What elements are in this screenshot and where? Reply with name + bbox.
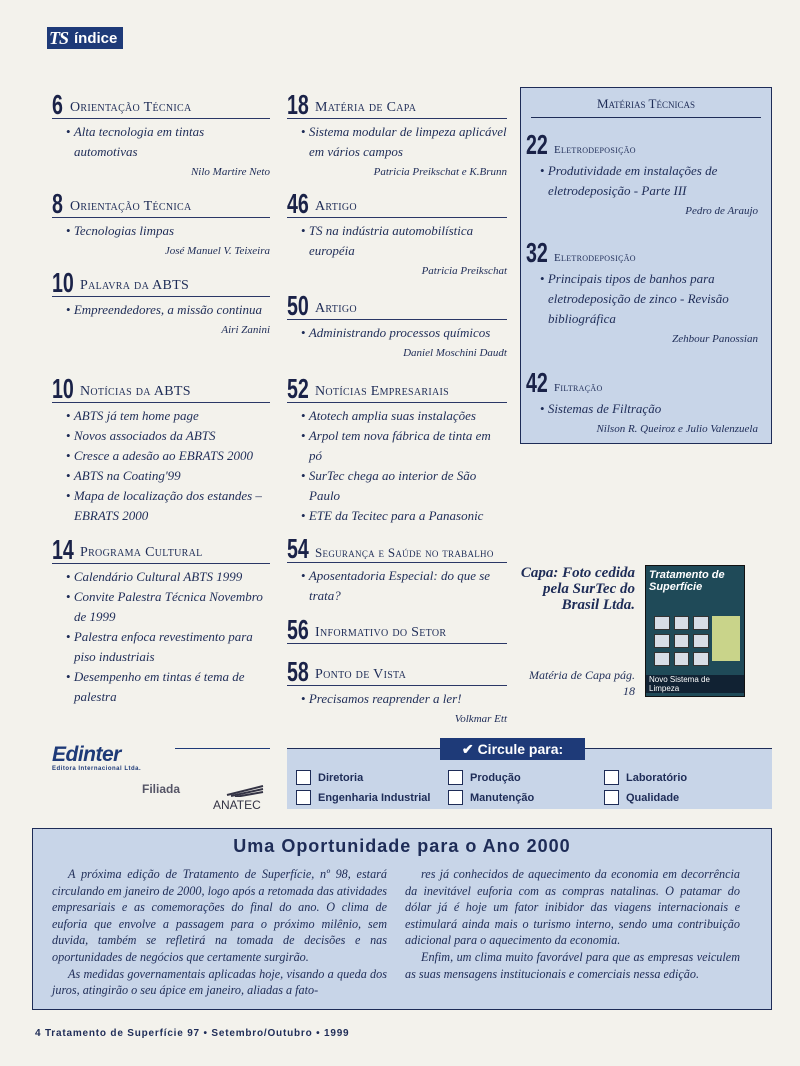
page-number: 42 (526, 367, 548, 398)
author-name: Airi Zanini (221, 324, 270, 336)
article-title: • TS na indústria automobilística européia (287, 221, 507, 261)
toc-entry-header (52, 187, 270, 218)
checkbox-label: Laboratório (626, 771, 688, 784)
toc-entry-header (287, 655, 507, 686)
section-category: Notícias Empresariais (315, 384, 450, 399)
author-name: Volkmar Ett (454, 713, 507, 725)
article-title: • Alta tecnologia em tintas automotivas (52, 122, 270, 162)
ts-logo: TS (49, 27, 69, 48)
page-number: 46 (287, 188, 309, 219)
author-name: Nilson R. Queiroz e Julio Valenzuela (596, 423, 758, 435)
edinter-subtitle: Editora Internacional Ltda. (52, 766, 142, 772)
toc-entry-header (52, 88, 270, 119)
box-title: Matérias Técnicas (531, 96, 761, 118)
toc-entry (287, 187, 507, 279)
divider (175, 748, 270, 749)
toc-entry-header (526, 366, 758, 396)
section-category: Palavra da ABTS (80, 278, 190, 293)
filiada-label: Filiada (142, 782, 181, 796)
checkbox-label: Produção (470, 771, 521, 784)
article-title: • ABTS na Coating'99 (52, 466, 270, 486)
article-title: • Atotech amplia suas instalações (287, 406, 507, 426)
article-title: • Empreendedores, a missão continua (52, 300, 270, 320)
page-number: 8 (52, 188, 63, 219)
section-title: índice (74, 29, 118, 47)
article-list (287, 122, 507, 162)
page-number: 14 (52, 534, 74, 565)
toc-entry (287, 372, 507, 526)
checkbox-label: Manutenção (470, 791, 535, 804)
section-category: Ponto de Vista (315, 667, 407, 682)
article-title: • ETE da Tecitec para a Panasonic (287, 506, 507, 526)
article-title: • SurTec chega ao interior de São Paulo (287, 466, 507, 506)
toc-entry-header (287, 522, 507, 563)
article-list (52, 221, 270, 241)
toc-entry (287, 522, 507, 606)
announcement-paragraph: A próxima edição de Tratamento de Superfície, nº 98, estará circulando em janeiro de 2000, logo após a retomada das atividades empresariais e as comemorações do final do ano. O clima de euforia que envolve a passagem para o próximo milênio, sem duvida, também se refletirá na tomada de decisões e nas oportunidades de negócios que certamente surgirão. (52, 867, 387, 964)
toc-entry-header (52, 533, 270, 564)
toc-entry (52, 88, 270, 180)
article-title: • Sistema modular de limpeza aplicável em vários campos (287, 122, 507, 162)
anatec-logo-icon (225, 783, 265, 797)
page-number: 22 (526, 129, 548, 160)
announcement-column-1 (52, 866, 387, 999)
page-number: 10 (52, 373, 74, 404)
circulation-checkbox[interactable] (296, 770, 363, 785)
cover-sidebar (712, 616, 740, 661)
page-number: 32 (526, 237, 548, 268)
toc-entry (52, 372, 270, 526)
toc-entry-header (287, 88, 507, 119)
section-badge (47, 27, 123, 49)
article-list (287, 406, 507, 526)
author-name: Patricia Preikschat (421, 265, 507, 277)
article-title: • Cresce a adesão ao EBRATS 2000 (52, 446, 270, 466)
circulation-title (440, 738, 585, 760)
article-list (52, 300, 270, 320)
announcement-paragraph: res já conhecidos de aquecimento da economia em decorrência da inevitável euforia com as compras natalinas. O patamar do dólar já é hoje um fator inibidor das viagens internacionais e estimulará ainda mais o turismo interno, sendo uma contribuição adicional para o aquecimento da economia. (405, 867, 740, 948)
checkbox-label: Engenharia Industrial (318, 791, 431, 804)
article-list (287, 323, 507, 343)
section-category: Segurança e Saúde no trabalho (315, 545, 494, 560)
page-number: 56 (287, 614, 309, 645)
magazine-cover-image (645, 565, 745, 697)
cover-illustration (654, 616, 709, 666)
toc-entry (526, 366, 758, 437)
page-number: 58 (287, 656, 309, 687)
article-list (52, 406, 270, 526)
toc-entry-header (287, 289, 507, 320)
section-category: Matéria de Capa (315, 100, 417, 115)
section-category: Eletrodeposição (554, 144, 636, 156)
article-title: • Palestra enfoca revestimento para piso industriais (52, 627, 270, 667)
section-category: Eletrodeposição (554, 252, 636, 264)
circulation-checkbox[interactable] (448, 790, 534, 805)
article-title: • Aposentadoria Especial: do que se trata? (287, 566, 507, 606)
announcement-column-2 (405, 866, 740, 982)
author-name: Daniel Moschini Daudt (403, 347, 507, 359)
section-category: Orientação Técnica (70, 100, 192, 115)
author-name: Zehbour Panossian (672, 333, 758, 345)
article-list (526, 399, 758, 419)
author-name: Nilo Martire Neto (190, 166, 270, 178)
article-title: • Produtividade em instalações de eletrodeposição - Parte III (526, 161, 758, 201)
author-name: Patricia Preikschat e K.Brunn (373, 166, 507, 178)
article-list (526, 161, 758, 201)
article-title: • Mapa de localização dos estandes – EBRATS 2000 (52, 486, 270, 526)
technical-articles-box (520, 87, 772, 444)
page-number: 6 (52, 89, 63, 120)
article-title: • Arpol tem nova fábrica de tinta em pó (287, 426, 507, 466)
toc-entry-header (52, 266, 270, 297)
toc-entry (287, 88, 507, 180)
article-title: • Novos associados da ABTS (52, 426, 270, 446)
section-category: Programa Cultural (80, 545, 203, 560)
article-list (287, 221, 507, 261)
circulation-checkbox[interactable] (296, 790, 430, 805)
article-title: • Precisamos reaprender a ler! (287, 689, 507, 709)
checkbox-square (448, 770, 463, 785)
cover-subtitle: Novo Sistema de Limpeza (646, 675, 744, 693)
article-title: • Principais tipos de banhos para eletrodeposição de zinco - Revisão bibliográfica (526, 269, 758, 329)
page-number: 10 (52, 267, 74, 298)
announcement-paragraph: Enfim, um clima muito favorável para que as empresas veiculem as suas mensagens institucionais e comerciais nessa edição. (405, 949, 740, 981)
section-category: Artigo (315, 199, 357, 214)
checkbox-label: Qualidade (626, 791, 680, 804)
section-category: Artigo (315, 301, 357, 316)
section-category: Filtração (554, 382, 603, 394)
article-title: • Convite Palestra Técnica Novembro de 1999 (52, 587, 270, 627)
circulation-checkbox[interactable] (604, 770, 687, 785)
author-name: Pedro de Araujo (685, 205, 758, 217)
edinter-logo: Edinter (52, 743, 121, 766)
page-number: 18 (287, 89, 309, 120)
toc-entry-header (526, 128, 758, 158)
toc-entry (287, 655, 507, 727)
section-category: Notícias da ABTS (80, 384, 191, 399)
toc-entry (526, 128, 758, 219)
toc-entry (52, 187, 270, 259)
toc-entry-header (526, 236, 758, 266)
page-number: 50 (287, 290, 309, 321)
toc-entry (287, 613, 507, 644)
checkbox-square (296, 770, 311, 785)
toc-entry (526, 236, 758, 347)
toc-entry (287, 289, 507, 361)
article-title: • Sistemas de Filtração (526, 399, 758, 419)
article-title: • ABTS já tem home page (52, 406, 270, 426)
announcement-title: Uma Oportunidade para o Ano 2000 (233, 836, 571, 856)
article-title: • Tecnologias limpas (52, 221, 270, 241)
cover-reference: Matéria de Capa pág. 18 (529, 668, 635, 698)
anatec-label: ANATEC (213, 798, 261, 812)
checkbox-square (448, 790, 463, 805)
toc-entry-header (287, 613, 507, 644)
circulation-title-text: Circule para: (477, 741, 564, 757)
page-number: 52 (287, 373, 309, 404)
cover-caption: Capa: Foto cedida pela SurTec do Brasil Ltda. (520, 565, 635, 613)
article-title: • Calendário Cultural ABTS 1999 (52, 567, 270, 587)
checkmark-icon: ✔ (461, 740, 474, 757)
section-category: Orientação Técnica (70, 199, 192, 214)
circulation-checkbox[interactable] (448, 770, 521, 785)
section-category: Informativo do Setor (315, 625, 447, 640)
checkbox-square (296, 790, 311, 805)
page-footer: 4 Tratamento de Superfície 97 • Setembro/Outubro • 1999 (35, 1028, 350, 1039)
article-title: • Administrando processos químicos (287, 323, 507, 343)
article-list (52, 567, 270, 707)
circulation-checkbox[interactable] (604, 790, 679, 805)
article-list (287, 566, 507, 606)
article-title: • Desempenho em tintas é tema de palestra (52, 667, 270, 707)
toc-entry (52, 266, 270, 338)
author-name: José Manuel V. Teixeira (164, 245, 270, 257)
announcement-paragraph: As medidas governamentais aplicadas hoje, visando a queda dos juros, atingirão o seu ápice em janeiro, aliadas a fato- (52, 966, 387, 998)
toc-entry-header (52, 372, 270, 403)
toc-entry-header (287, 187, 507, 218)
checkbox-square (604, 770, 619, 785)
page-number: 54 (287, 533, 309, 564)
checkbox-label: Diretoria (318, 771, 364, 784)
article-list (52, 122, 270, 162)
cover-title: Tratamento de Superfície (649, 569, 725, 593)
toc-entry-header (287, 372, 507, 403)
checkbox-square (604, 790, 619, 805)
toc-entry (52, 533, 270, 707)
article-list (287, 689, 507, 709)
article-list (526, 269, 758, 329)
